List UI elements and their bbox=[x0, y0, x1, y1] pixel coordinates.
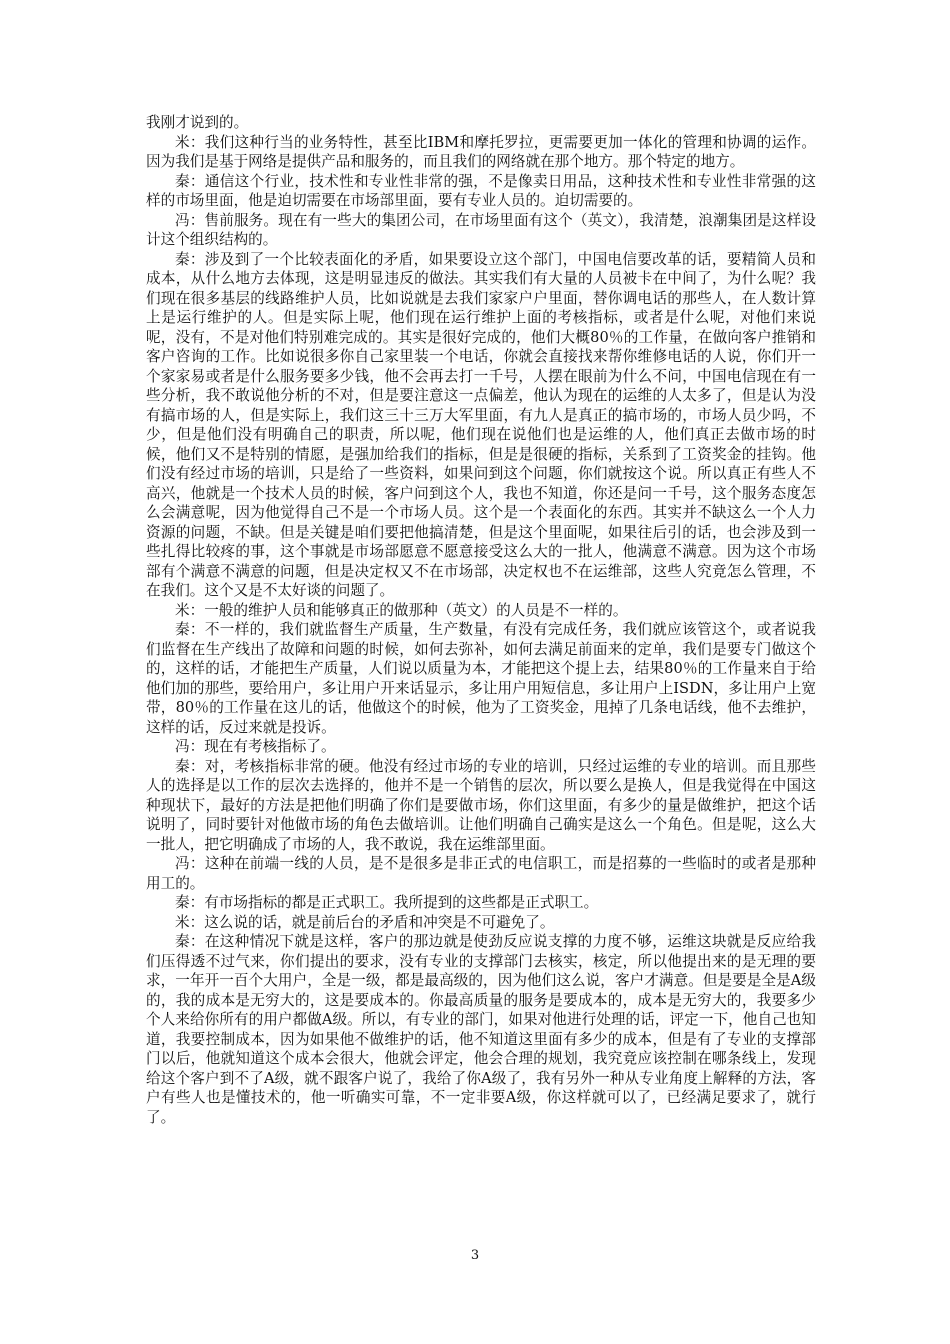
paragraph: 冯：这种在前端一线的人员，是不是很多是非正式的电信职工，而是招募的一些临时的或者是那种用工的。 bbox=[146, 855, 816, 892]
paragraph: 秦：不一样的，我们就监督生产质量，生产数量，有没有完成任务，我们就应该管这个，或者说我们监督在生产线出了故障和问题的时候，如何去弥补，如何去满足前面来的定单，我们是要专门做这个的，这样的话，才能把生产质量，人们说以质量为本，才能把这个提上去，结果80％的工作量来自于给他们加的那些，要给用户，多让用户开来话显示，多让用户用短信息，多让用户上ISDN，多让用户上宽带，80％的工作量在这儿的话，他做这个的时候，他为了工资奖金，甩掉了几条电话线，他不去维护，这样的话，反过来就是投诉。 bbox=[146, 621, 816, 736]
paragraph: 冯：售前服务。现在有一些大的集团公司，在市场里面有这个（英文），我清楚，浪潮集团是这样设计这个组织结构的。 bbox=[146, 211, 816, 248]
paragraph: 秦：在这种情况下就是这样，客户的那边就是使劲反应说支撑的力度不够，运维这块就是反应给我们压得透不过气来，你们提出的要求，没有专业的支撑部门去核实，核定，所以他提出来的是无理的要求，一年开一百个大用户，全是一级，都是最高级的，因为他们这么说，客户才满意。但是要是全是A级的，我的成本是无穷大的，这是要成本的。你最高质量的服务是要成本的，成本是无穷大的，我要多少个人来给你所有的用户都做A级。所以，有专业的部门，如果对他进行处理的话，评定一下，他自己也知道，我要控制成本，因为如果他不做维护的话，他不知道这里面有多少的成本，但是有了专业的支撑部门以后，他就知道这个成本会很大，他就会评定，他会合理的规划，我究竟应该控制在哪条线上，发现给这个客户到不了A级，就不跟客户说了，我给了你A级了，我有另外一种从专业角度上解释的方法，客户有些人也是懂技术的，他一听确实可靠，不一定非要A级，你这样就可以了，已经满足要求了，就行了。 bbox=[146, 933, 816, 1126]
paragraph: 我刚才说到的。 bbox=[146, 114, 249, 131]
paragraph: 米：一般的维护人员和能够真正的做那种（英文）的人员是不一样的。 bbox=[175, 601, 628, 619]
paragraph: 秦：对，考核指标非常的硬。他没有经过市场的专业的培训，只经过运维的专业的培训。而且那些人的选择是以工作的层次去选择的，他并不是一个销售的层次，所以要么是换人，但是我觉得在中国这种现状下，最好的方法是把他们明确了你们是要做市场，你们这里面，有多少的量是做维护，把这个话说明了，同时要针对他做市场的角色去做培训。让他们明确自己确实是这么一个角色。但是呢，这么大一批人，把它明确成了市场的人，我不敢说，我在运维部里面。 bbox=[146, 757, 816, 853]
paragraph: 米：这么说的话，就是前后台的矛盾和冲突是不可避免了。 bbox=[175, 913, 555, 931]
paragraph: 秦：有市场指标的都是正式职工。我所提到的这些都是正式职工。 bbox=[175, 894, 599, 911]
page-number: 3 bbox=[470, 1248, 480, 1263]
paragraph: 秦：通信这个行业，技术性和专业性非常的强，不是像卖日用品，这种技术性和专业性非常强的这样的市场里面，他是迫切需要在市场部里面，要有专业人员的。迫切需要的。 bbox=[146, 172, 816, 209]
document-body bbox=[146, 113, 816, 1127]
paragraph: 冯：现在有考核指标了。 bbox=[175, 738, 336, 755]
paragraph: 秦：涉及到了一个比较表面化的矛盾，如果要设立这个部门，中国电信要改革的话，要精简人员和成本，从什么地方去体现，这是明显违反的做法。其实我们有大量的人员被卡在中间了，为什么呢？我们现在很多基层的线路维护人员，比如说就是去我们家家户户里面，替你调电话的那些人，在人数计算上是运行维护的人。但是实际上呢，他们现在运行维护上面的考核指标，或者是什么呢，对他们来说呢，没有，不是对他们特别难完成的。其实是很好完成的，他们大概80％的工作量，在做向客户推销和客户咨询的工作。比如说很多你自己家里装一个电话，你就会直接找来帮你维修电话的人说，你们开一个家家易或者是什么服务要多少钱，他不会再去打一千号，人摆在眼前为什么不问，中国电信现在有一些分析，我不敢说他分析的不对，但是要注意这一点偏差，他认为现在的运维的人太多了，但是认为没有搞市场的人，但是实际上，我们这三十三万大军里面，有九人是真正的搞市场的，市场人员少吗，不少，但是他们没有明确自己的职责，所以呢，他们现在说他们也是运维的人，他们真正去做市场的时候，他们又不是特别的情愿，是强加给我们的指标，但是是很硬的指标，关系到了工资奖金的挂钩。他们没有经过市场的培训，只是给了一些资料，如果问到这个问题，你们就按这个说。所以真正有些人不高兴，他就是一个技术人员的时候，客户问到这个人，我也不知道，你还是问一千号，这个服务态度怎么会满意呢，因为他觉得自己不是一个市场人员。这个是一个表面化的东西。其实并不缺这么一个人力资源的问题，不缺。但是关键是咱们要把他搞清楚，但是这个里面呢，如果往后引的话，也会涉及到一些扎得比较疼的事，这个事就是市场部愿意不愿意接受这么大的一批人，他满意不满意。因为这个市场部有个满意不满意的问题，但是决定权又不在市场部，决定权也不在运维部，这些人究竟怎么管理，不在我们。这个又是不太好谈的问题了。 bbox=[146, 250, 816, 599]
paragraph: 米：我们这种行当的业务特性，甚至比IBM和摩托罗拉，更需要更加一体化的管理和协调的运作。因为我们是基于网络是提供产品和服务的，而且我们的网络就在那个地方。那个特定的地方。 bbox=[146, 133, 816, 170]
